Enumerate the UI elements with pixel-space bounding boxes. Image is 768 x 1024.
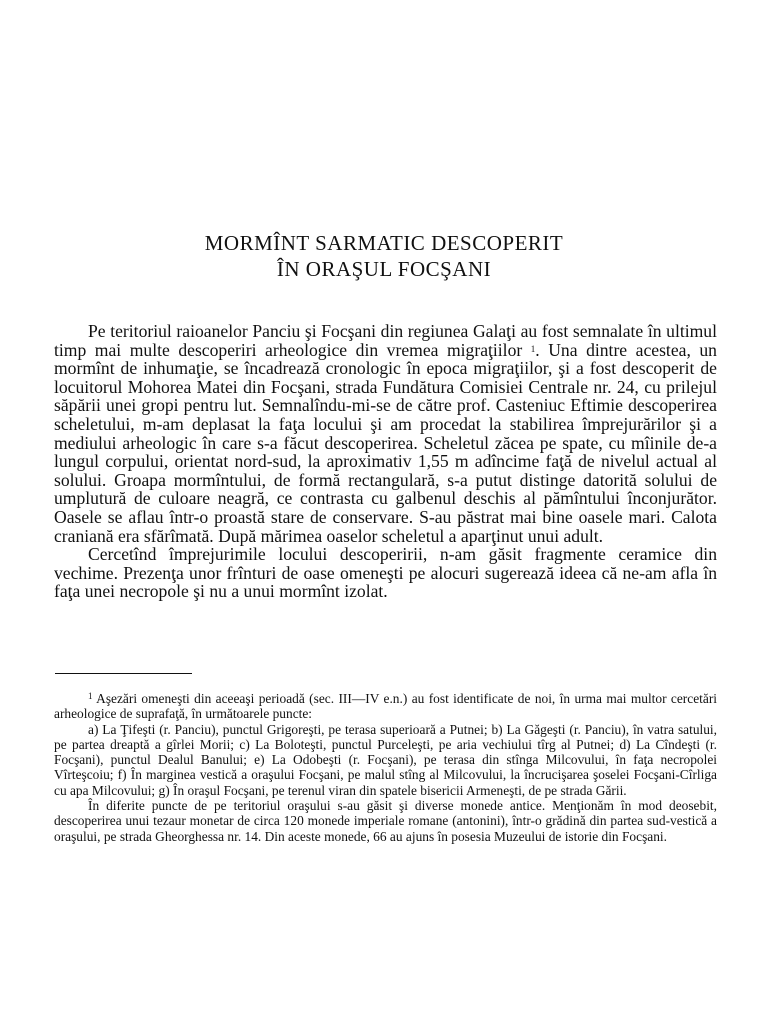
footnotes xyxy=(54,691,717,844)
footnote-reference: 1 xyxy=(530,343,536,354)
body-paragraph-2: Cercetînd împrejurimile locului descoperirii, n-am găsit fragmente ceramice din vechime. Prezenţa unor frînturi de oase omeneşti pe alocuri sugerează ideea că ne-am afla în faţa unei necropole şi nu a unui mormînt izolat. xyxy=(54,544,717,602)
paragraph-1-continued: . Una dintre acestea, un mormînt de inhumaţie, se încadrează cronologic în epoca migraţiilor, şi a fost descoperit de locuitorul Mohorea Matei din Focşani, strada Fundătura Comisiei Centrale nr. 24, cu prilejul săpării unei gropi pentru lut. Semnalîndu-mi-se de către prof. Casteniuc Eftimie descoperirea scheletului, m-am deplasat la faţa locului şi am procedat la stabilirea împrejurărilor şi a mediului arheologic în care s-a făcut descoperirea. Scheletul zăcea pe spate, cu mîinile de-a lungul corpului, orientat nord-sud, la aproximativ 1,55 m adîncime faţă de nivelul actual al solului. Groapa mormîntului, de formă rectangulară, s-a putut distinge datorită solului de umplutură de culoare neagră, ce contrasta cu galbenul deschis al pămîntului înconjurător. Oasele se aflau într-o proastă stare de conservare. S-au păstrat mai bine oasele mari. Calota craniană era sfărîmată. După mărimea oaselor scheletul a aparţinut unui adult. xyxy=(54,339,717,546)
article-body xyxy=(54,322,717,601)
article-title xyxy=(0,230,768,282)
footnote-number: 1 xyxy=(88,691,93,701)
footnote-divider xyxy=(55,673,192,674)
footnote-1-list: a) La Ţifeşti (r. Panciu), punctul Grigoreşti, pe terasa superioară a Putnei; b) La Găgeşti (r. Panciu), în vatra satului, pe partea dreaptă a gîrlei Morii; c) La Boloteşti, punctul Purceleşti, pe aria vechiului tîrg al Putnei; d) La Cîndeşti (r. Focşani), punctul Dealul Banului; e) La Odobeşti (r. Focşani), pe terasa din stînga Milcovului, în faţa necropolei Vîrteşcoiu; f) În marginea vestică a oraşului Focşani, pe malul stîng al Milcovului, la încrucişarea şoselei Focşani-Cîrliga cu apa Milcovului; g) În oraşul Focşani, pe terenul viran din spatele bisericii Armeneşti, de pe strada Gării. xyxy=(54,721,717,798)
footnote-1-text: Aşezări omeneşti din aceeaşi perioadă (sec. III—IV e.n.) au fost identificate de noi, în urma mai multor cercetări arheologice de suprafaţă, în următoarele puncte: xyxy=(54,691,717,722)
footnote-1 xyxy=(54,691,717,722)
paragraph-1-text: Pe teritoriul raioanelor Panciu şi Focşani din regiunea Galaţi au fost semnalate în ultimul timp mai multe descoperiri arheologice din vremea migraţiilor xyxy=(54,321,717,360)
footnote-1-coins: În diferite puncte de pe teritoriul oraşului s-au găsit şi diverse monede antice. Menţionăm în mod deosebit, descoperirea unui tezaur monetar de circa 120 monede imperiale romane (antonini), într-o grădină din partea sud-vestică a oraşului, pe strada Gheorghessa nr. 14. Din aceste monede, 66 au ajuns în posesia Muzeului de istorie din Focşani. xyxy=(54,798,717,844)
body-paragraph-1 xyxy=(54,322,717,545)
title-line-1: MORMÎNT SARMATIC DESCOPERIT xyxy=(204,231,564,255)
title-line-2: ÎN ORAŞUL FOCŞANI xyxy=(276,257,492,281)
